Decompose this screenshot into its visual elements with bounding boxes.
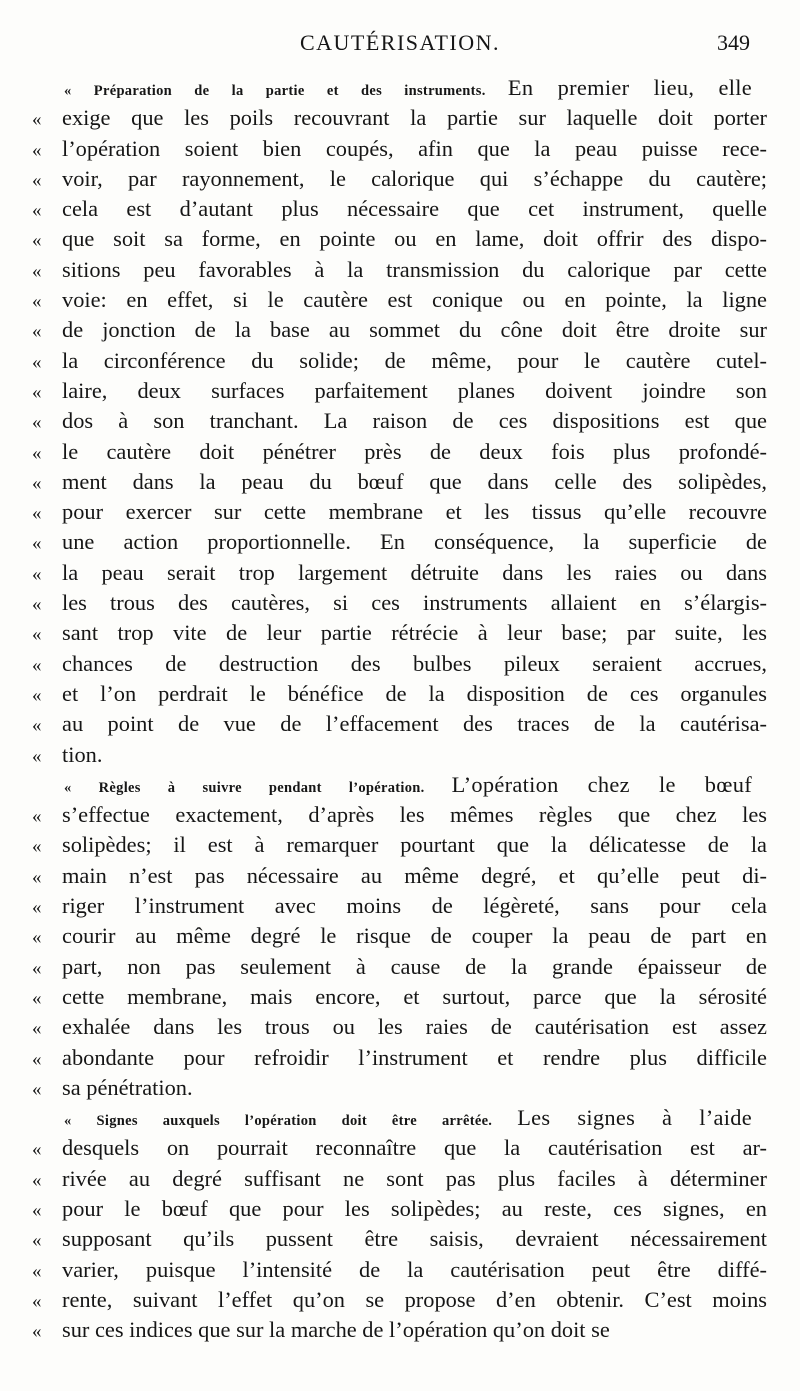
text-line: au point de vue de l’effacement des traces de la cautérisa-: [62, 711, 767, 737]
quote-mark: «: [32, 715, 42, 737]
quote-mark: «: [32, 1260, 42, 1282]
text-line: le cautère doit pénétrer près de deux fois plus profondé-: [62, 438, 767, 464]
body-line: [32, 1043, 767, 1073]
text-line: de jonction de la base au sommet du cône doit être droite sur: [62, 317, 767, 343]
section-heading: « Règles à suivre pendant l’opération.: [64, 779, 425, 796]
text-line: abondante pour refroidir l’instrument et rendre plus difficile: [62, 1044, 767, 1070]
body-line: [32, 921, 767, 951]
text-line: rivée au degré suffisant ne sont pas plus faciles à déterminer: [62, 1165, 767, 1191]
quote-mark: «: [32, 381, 42, 403]
quote-mark: «: [32, 533, 42, 555]
text-line: sant trop vite de leur partie rétrécie à leur base; par suite, les: [62, 620, 767, 646]
quote-mark: «: [32, 624, 42, 646]
body-line: [32, 194, 767, 224]
text-line: pour exercer sur cette membrane et les tissus qu’elle recouvre: [62, 499, 767, 525]
body-text: [32, 73, 767, 1345]
text-line: s’effectue exactement, d’après les mêmes règles que chez les: [62, 802, 767, 828]
quote-mark: «: [32, 1078, 42, 1100]
text-line: sur ces indices que sur la marche de l’opération qu’on doit se: [62, 1317, 610, 1343]
quote-mark: «: [32, 654, 42, 676]
quote-mark: «: [32, 684, 42, 706]
text-line: les trous des cautères, si ces instruments allaient en s’élargis-: [62, 590, 767, 616]
quote-mark: «: [32, 563, 42, 585]
body-line: [32, 1224, 767, 1254]
running-head: [0, 30, 800, 62]
text-line: ment dans la peau du bœuf que dans celle des solipèdes,: [62, 468, 767, 494]
body-line: [32, 982, 767, 1012]
body-line: [32, 740, 767, 770]
quote-mark: «: [32, 169, 42, 191]
body-line: [32, 1194, 767, 1224]
quote-mark: «: [32, 291, 42, 313]
quote-mark: «: [32, 200, 42, 222]
text-line: la circonférence du solide; de même, pour le cautère cutel-: [62, 347, 767, 373]
quote-mark: «: [32, 1048, 42, 1070]
quote-mark: «: [32, 1169, 42, 1191]
text-line: L’opération chez le bœuf: [451, 771, 752, 797]
body-line: [32, 1012, 767, 1042]
quote-mark: «: [32, 472, 42, 494]
body-line: [32, 255, 767, 285]
page-number: 349: [717, 30, 750, 55]
text-line: la peau serait trop largement détruite dans les raies ou dans: [62, 559, 767, 585]
body-line: [32, 467, 767, 497]
text-line: pour le bœuf que pour les solipèdes; au reste, ces signes, en: [62, 1195, 767, 1221]
body-line: [32, 649, 767, 679]
quote-mark: «: [32, 260, 42, 282]
body-line: [32, 1164, 767, 1194]
body-line: [32, 1133, 767, 1163]
text-line: solipèdes; il est à remarquer pourtant que la délicatesse de la: [62, 832, 767, 858]
text-line: varier, puisque l’intensité de la cautérisation peut être diffé-: [62, 1256, 767, 1282]
text-line: voie: en effet, si le cautère est conique ou en pointe, la ligne: [62, 287, 767, 313]
quote-mark: «: [32, 745, 42, 767]
text-line: chances de destruction des bulbes pileux seraient accrues,: [62, 650, 767, 676]
quote-mark: «: [32, 351, 42, 373]
body-line: [32, 861, 767, 891]
quote-mark: «: [32, 1230, 42, 1252]
quote-mark: «: [32, 503, 42, 525]
text-line: cela est d’autant plus nécessaire que cet instrument, quelle: [62, 196, 767, 222]
text-line: En premier lieu, elle: [507, 75, 752, 100]
text-line: part, non pas seulement à cause de la grande épaisseur de: [62, 953, 767, 979]
text-line: desquels on pourrait reconnaître que la cautérisation est ar-: [62, 1135, 767, 1161]
section-heading: « Signes auxquels l’opération doit être arrêtée.: [64, 1113, 493, 1130]
body-line: [32, 527, 767, 557]
body-line: [32, 709, 767, 739]
body-line: [32, 346, 767, 376]
section-heading-line: [32, 770, 767, 800]
quote-mark: «: [32, 1290, 42, 1312]
body-line: [32, 618, 767, 648]
heading-line-text: [64, 770, 752, 803]
body-line: [32, 497, 767, 527]
body-line: [32, 376, 767, 406]
text-line: que soit sa forme, en pointe ou en lame, doit offrir des dispo-: [62, 226, 767, 252]
body-line: [32, 952, 767, 982]
body-line: [32, 315, 767, 345]
text-line: Les signes à l’aide: [517, 1105, 752, 1131]
body-line: [32, 134, 767, 164]
text-line: rente, suivant l’effet qu’on se propose d’en obtenir. C’est moins: [62, 1286, 767, 1312]
text-line: cette membrane, mais encore, et surtout, parce que la sérosité: [62, 983, 767, 1009]
quote-mark: «: [32, 836, 42, 858]
quote-mark: «: [32, 957, 42, 979]
section-heading: « Préparation de la partie et des instruments.: [64, 83, 486, 99]
quote-mark: «: [32, 321, 42, 343]
quote-mark: «: [32, 987, 42, 1009]
body-line: [32, 103, 767, 133]
section-heading-line: [32, 73, 767, 103]
body-line: [32, 437, 767, 467]
text-line: laire, deux surfaces parfaitement planes doivent joindre son: [62, 377, 767, 403]
quote-mark: «: [32, 1321, 42, 1343]
quote-mark: «: [32, 230, 42, 252]
body-line: [32, 588, 767, 618]
quote-mark: «: [32, 109, 42, 131]
text-line: exige que les poils recouvrant la partie sur laquelle doit porter: [62, 105, 767, 131]
running-title: CAUTÉRISATION.: [299, 30, 501, 55]
body-line: [32, 224, 767, 254]
body-line: [32, 1073, 767, 1103]
body-line: [32, 830, 767, 860]
body-line: [32, 1285, 767, 1315]
text-line: une action proportionnelle. En conséquence, la superficie de: [62, 529, 767, 555]
quote-mark: «: [32, 442, 42, 464]
quote-mark: «: [32, 897, 42, 919]
body-line: [32, 164, 767, 194]
quote-mark: «: [32, 139, 42, 161]
quote-mark: «: [32, 412, 42, 434]
quote-mark: «: [32, 1018, 42, 1040]
quote-mark: «: [32, 1199, 42, 1221]
text-line: exhalée dans les trous ou les raies de cautérisation est assez: [62, 1014, 767, 1040]
text-line: riger l’instrument avec moins de légèreté, sans pour cela: [62, 893, 767, 919]
quote-mark: «: [32, 927, 42, 949]
heading-line-text: [64, 1103, 752, 1136]
body-line: [32, 285, 767, 315]
quote-mark: «: [32, 806, 42, 828]
text-line: et l’on perdrait le bénéfice de la disposition de ces organules: [62, 680, 767, 706]
text-line: supposant qu’ils pussent être saisis, devraient nécessairement: [62, 1226, 767, 1252]
heading-line-text: [64, 73, 752, 106]
section-heading-line: [32, 1103, 767, 1133]
text-line: voir, par rayonnement, le calorique qui s’échappe du cautère;: [62, 165, 767, 191]
text-line: sitions peu favorables à la transmission du calorique par cette: [62, 256, 767, 282]
text-line: courir au même degré le risque de couper la peau de part en: [62, 923, 767, 949]
quote-mark: «: [32, 1139, 42, 1161]
body-line: [32, 406, 767, 436]
text-line: l’opération soient bien coupés, afin que la peau puisse rece-: [62, 135, 767, 161]
body-line: [32, 800, 767, 830]
text-line: sa pénétration.: [62, 1074, 193, 1100]
text-line: main n’est pas nécessaire au même degré, et qu’elle peut di-: [62, 862, 767, 888]
body-line: [32, 558, 767, 588]
text-line: tion.: [62, 741, 103, 767]
quote-mark: «: [32, 594, 42, 616]
quote-mark: «: [32, 866, 42, 888]
body-line: [32, 891, 767, 921]
body-line: [32, 1315, 767, 1345]
body-line: [32, 1255, 767, 1285]
text-line: dos à son tranchant. La raison de ces dispositions est que: [62, 408, 767, 434]
body-line: [32, 679, 767, 709]
